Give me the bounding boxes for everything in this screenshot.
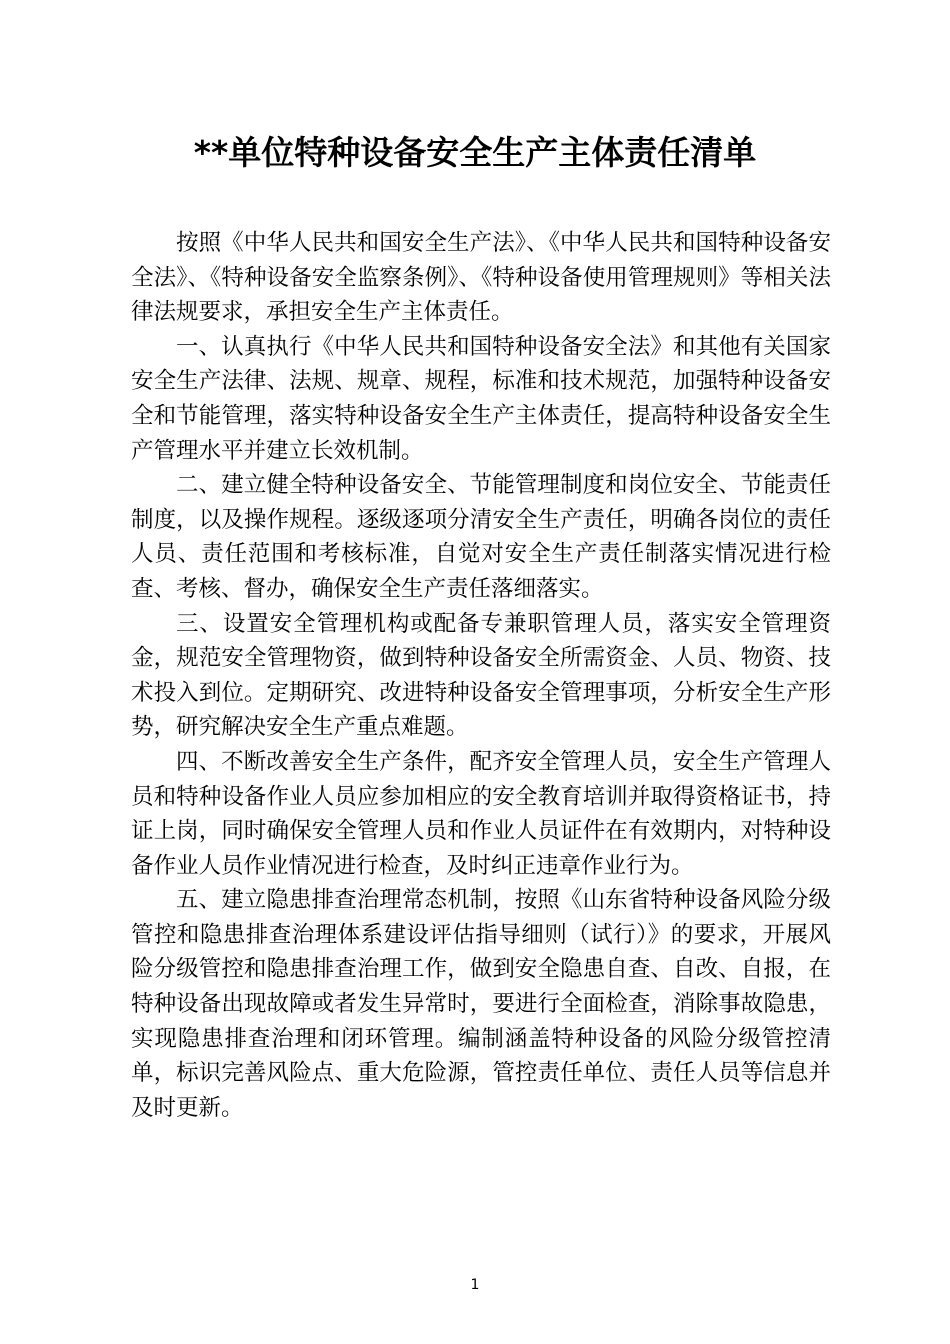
paragraph-item-1: 一、认真执行《中华人民共和国特种设备安全法》和其他有关国家安全生产法律、法规、规章、规程，标准和技术规范，加强特种设备安全和节能管理，落实特种设备安全生产主体责任，提高特种设备安全生产管理水平并建立长效机制。 — [131, 333, 831, 464]
document-title: **单位特种设备安全生产主体责任清单 — [193, 133, 757, 172]
document-body — [131, 226, 831, 1125]
page-number: 1 — [470, 1277, 480, 1293]
paragraph-item-3: 三、设置安全管理机构或配备专兼职管理人员，落实安全管理资金，规范安全管理物资，做到特种设备安全所需资金、人员、物资、技术投入到位。定期研究、改进特种设备安全管理事项，分析安全生产形势，研究解决安全生产重点难题。 — [131, 610, 831, 741]
paragraph-item-5: 五、建立隐患排查治理常态机制，按照《山东省特种设备风险分级管控和隐患排查治理体系建设评估指导细则（试行）》的要求，开展风险分级管控和隐患排查治理工作，做到安全隐患自查、自改、自报，在特种设备出现故障或者发生异常时，要进行全面检查，消除事故隐患，实现隐患排查治理和闭环管理。编制涵盖特种设备的风险分级管控清单，标识完善风险点、重大危险源，管控责任单位、责任人员等信息并及时更新。 — [131, 887, 831, 1121]
paragraph-item-2: 二、建立健全特种设备安全、节能管理制度和岗位安全、节能责任制度，以及操作规程。逐级逐项分清安全生产责任，明确各岗位的责任人员、责任范围和考核标准，自觉对安全生产责任制落实情况进行检查、考核、督办，确保安全生产责任落细落实。 — [131, 472, 831, 602]
paragraph-item-4: 四、不断改善安全生产条件，配齐安全管理人员，安全生产管理人员和特种设备作业人员应参加相应的安全教育培训并取得资格证书，持证上岗，同时确保安全管理人员和作业人员证件在有效期内，对特种设备作业人员作业情况进行检查，及时纠正违章作业行为。 — [131, 748, 831, 879]
paragraph-intro: 按照《中华人民共和国安全生产法》、《中华人民共和国特种设备安全法》、《特种设备安全监察条例》、《特种设备使用管理规则》等相关法律法规要求，承担安全生产主体责任。 — [131, 230, 831, 326]
